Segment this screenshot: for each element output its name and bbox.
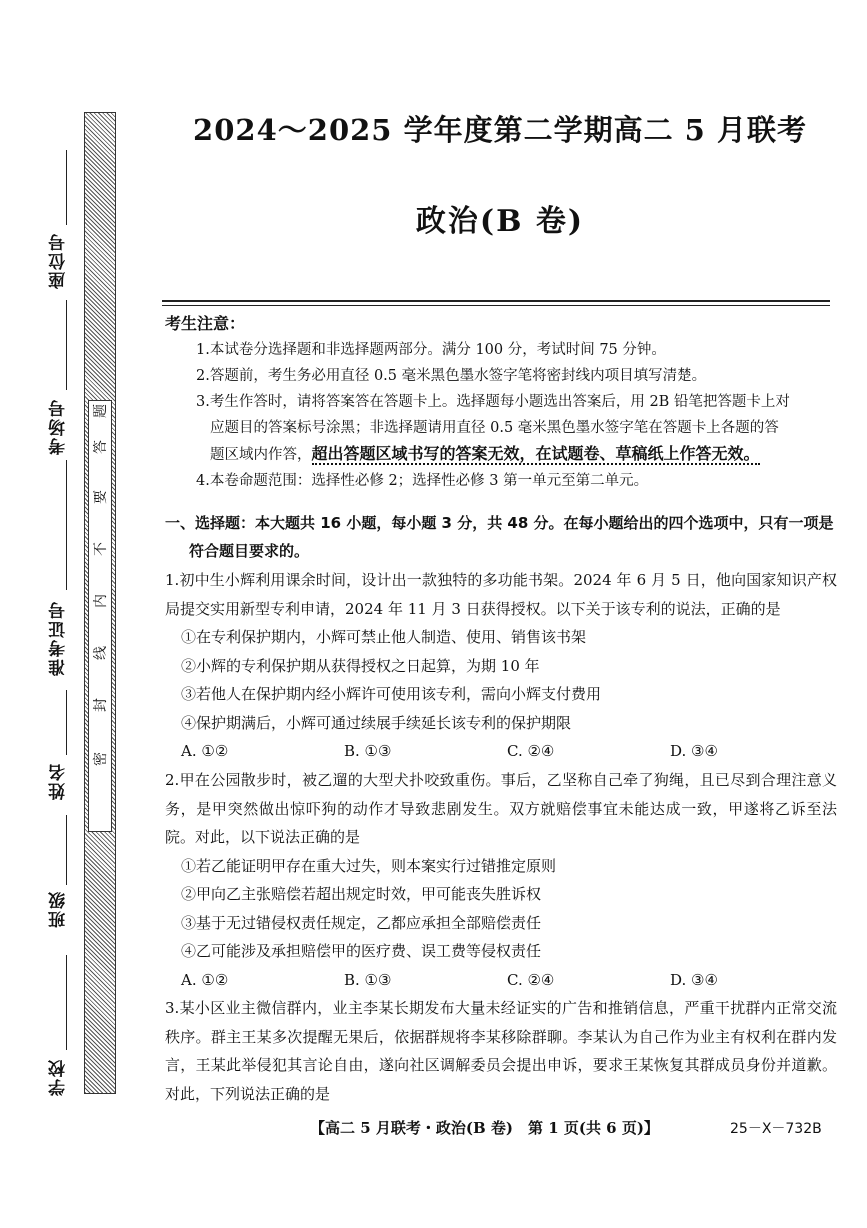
admission-number-line xyxy=(66,460,67,590)
statement-item: ③若他人在保护期内经小辉许可使用该专利，需向小辉支付费用 xyxy=(181,685,602,703)
section-heading-line: 符合题目要求的。 xyxy=(189,542,310,560)
class-line xyxy=(66,815,67,885)
statement-item: ③基于无过错侵权责任规定，乙都应承担全部赔偿责任 xyxy=(181,913,542,932)
name-label: 姓名 xyxy=(49,762,69,800)
seal-char: 封 xyxy=(93,698,109,712)
exam-subject-title: 政治(B 卷) xyxy=(415,204,585,239)
seal-char: 题 xyxy=(93,404,109,418)
statement-item: ②小辉的专利保护期从获得授权之日起算，为期 10 年 xyxy=(181,656,540,675)
question-1 xyxy=(165,566,837,766)
notice-item: 3.考生作答时，请将答案答在答题卡上。选择题每小题选出答案后，用 2B 铅笔把答题卡上对 xyxy=(196,394,790,410)
statement-item: ④乙可能涉及承担赔偿甲的医疗费、误工费等侵权责任 xyxy=(181,942,542,960)
seal-char: 要 xyxy=(93,490,109,504)
seal-char: 密 xyxy=(93,752,109,766)
choice-c: C. ②④ xyxy=(507,742,555,760)
seal-char: 不 xyxy=(93,542,109,556)
statement-item: ④保护期满后，小辉可通过续展手续延长该专利的保护期限 xyxy=(181,713,572,732)
answer-choices xyxy=(165,966,837,995)
choice-a: A. ①② xyxy=(181,970,229,989)
notice-item xyxy=(196,441,836,468)
question-3 xyxy=(165,994,837,1108)
school-line xyxy=(66,955,67,1050)
statement-item: ①在专利保护期内，小辉可禁止他人制造、使用、销售该书架 xyxy=(181,628,587,646)
question-2 xyxy=(165,766,837,994)
class-label: 班级 xyxy=(49,890,69,928)
notice-text: 题区域内作答， xyxy=(210,447,312,463)
section-heading xyxy=(165,509,837,565)
exam-room-line xyxy=(66,300,67,390)
seal-char: 答 xyxy=(93,440,109,454)
seal-char: 内 xyxy=(93,594,109,608)
choice-d: D. ③④ xyxy=(670,970,718,989)
choice-b: B. ①③ xyxy=(344,970,392,989)
seal-char: 线 xyxy=(93,646,109,660)
choice-b: B. ①③ xyxy=(344,742,392,760)
notice-emphasis: 超出答题区域书写的答案无效，在试题卷、草稿纸上作答无效。 xyxy=(311,444,760,463)
binding-info-strip xyxy=(0,0,80,1228)
notice-item: 1.本试卷分选择题和非选择题两部分。满分 100 分，考试时间 75 分钟。 xyxy=(196,342,666,358)
paper-code: 25－X－732B xyxy=(730,1121,822,1137)
notice-list xyxy=(196,337,836,494)
seat-number-line xyxy=(66,150,67,225)
header-rule xyxy=(162,305,830,306)
seat-number-label: 座位号 xyxy=(49,232,69,289)
name-line xyxy=(66,690,67,755)
admission-number-label: 准考证号 xyxy=(49,600,69,676)
school-label: 学校 xyxy=(49,1058,69,1096)
header-rule xyxy=(162,300,830,302)
choice-a: A. ①② xyxy=(181,742,229,760)
answer-choices xyxy=(165,737,837,766)
notice-item: 4.本卷命题范围：选择性必修 2；选择性必修 3 第一单元至第二单元。 xyxy=(196,473,649,489)
statement-item: ②甲向乙主张赔偿若超出规定时效，甲可能丧失胜诉权 xyxy=(181,885,542,903)
page-footer: 【高二 5 月联考・政治(B 卷) 第 1 页(共 6 页)】 xyxy=(310,1119,659,1137)
section-heading-line: 一、选择题：本大题共 16 小题，每小题 3 分，共 48 分。在每小题给出的四个选项中，只有一项是 xyxy=(165,514,834,532)
choice-c: C. ②④ xyxy=(507,970,555,989)
question-stem: 3.某小区业主微信群内，业主李某长期发布大量未经证实的广告和推销信息，严重干扰群内正常交流秩序。群主王某多次提醒无果后，依据群规将李某移除群聊。李某认为自己作为业主有权利在群内发言，王某此举侵犯其言论自由，遂向社区调解委员会提出申诉，要求王某恢复其群成员身份并道歉。对此，下列说法正确的是 xyxy=(165,999,837,1103)
question-stem: 1.初中生小辉利用课余时间，设计出一款独特的多功能书架。2024 年 6 月 5 日，他向国家知识产权局提交实用新型专利申请，2024 年 11 月 3 日获得授权。以下关于该专利的说法，正确的是 xyxy=(165,571,837,618)
seal-line-box xyxy=(88,400,112,832)
statement-item: ①若乙能证明甲存在重大过失，则本案实行过错推定原则 xyxy=(181,856,557,875)
exam-title: 2024～2025 学年度第二学期高二 5 月联考 xyxy=(193,113,807,147)
notice-title: 考生注意： xyxy=(165,314,246,333)
choice-d: D. ③④ xyxy=(670,742,718,760)
notice-item: 2.答题前，考生务必用直径 0.5 毫米黑色墨水签字笔将密封线内项目填写清楚。 xyxy=(196,368,707,384)
exam-room-label: 考场号 xyxy=(49,398,69,455)
notice-item: 应题目的答案标号涂黑；非选择题请用直径 0.5 毫米黑色墨水签字笔在答题卡上各题的答 xyxy=(210,420,779,436)
question-stem: 2.甲在公园散步时，被乙遛的大型犬扑咬致重伤。事后，乙坚称自己牵了狗绳，且已尽到合理注意义务，是甲突然做出惊吓狗的动作才导致悲剧发生。双方就赔偿事宜未能达成一致，甲遂将乙诉至法院。对此，以下说法正确的是 xyxy=(165,771,837,846)
